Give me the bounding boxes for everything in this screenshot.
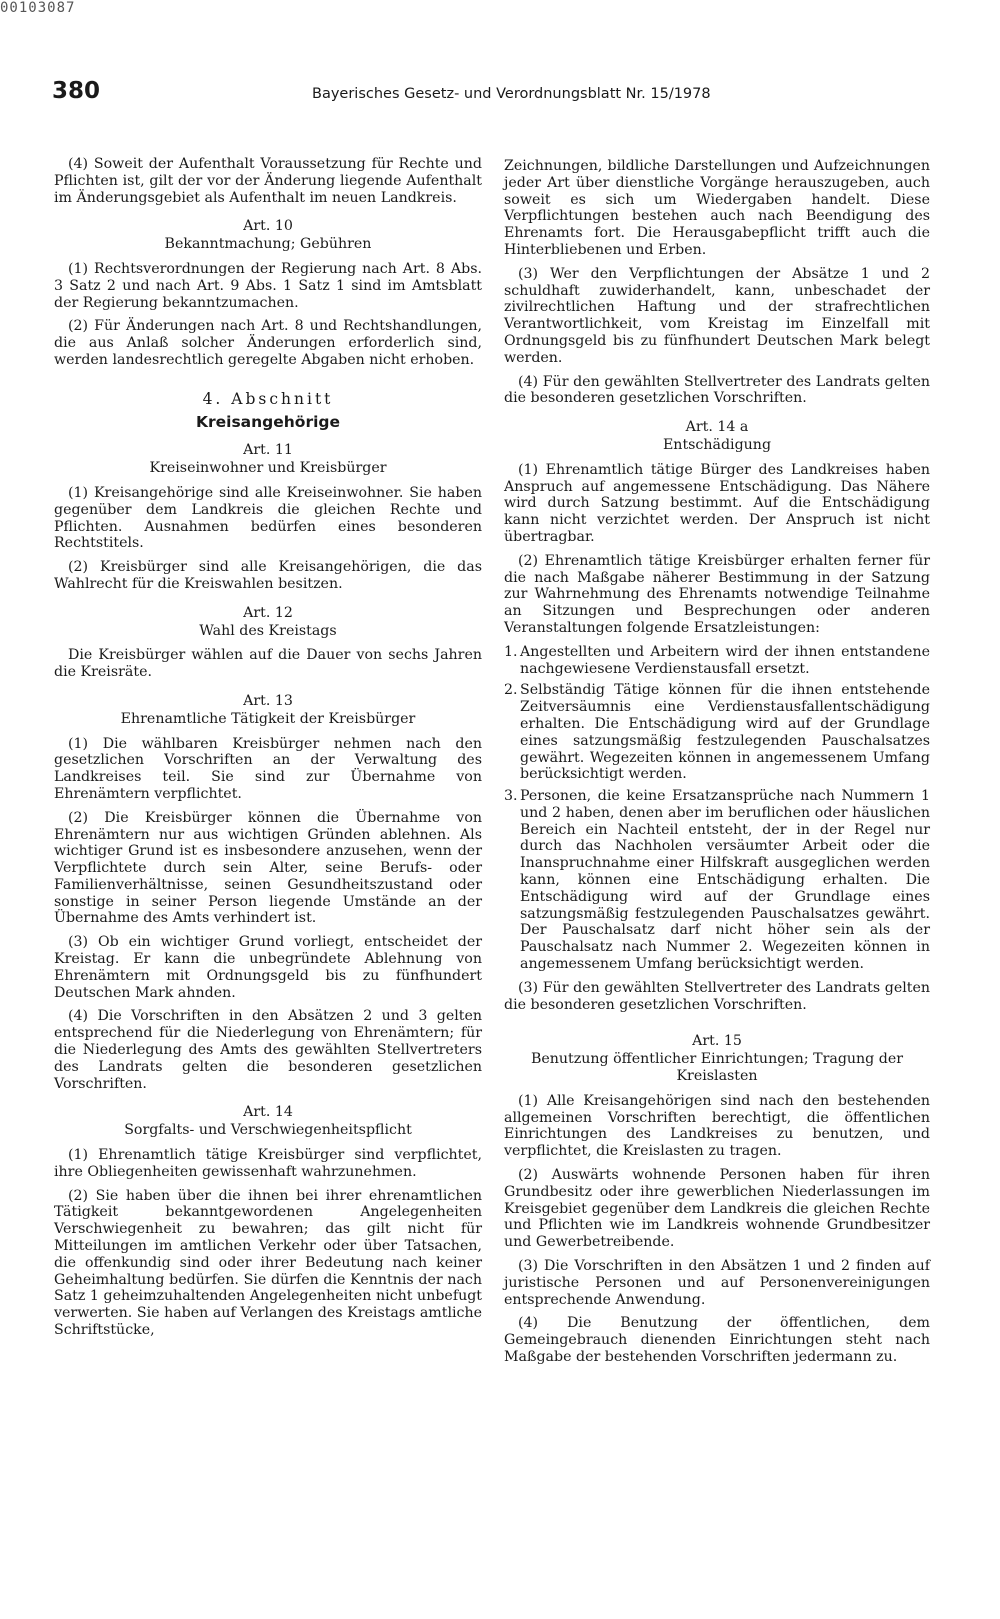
paragraph: (1) Ehrenamtlich tätige Kreisbürger sind verpflichtet, ihre Obliegenheiten gewissenhaft wahrzunehmen. bbox=[54, 1147, 482, 1180]
paragraph: (1) Alle Kreisangehörigen sind nach den bestehenden allgemeinen Vorschriften berechtigt, die öffentlichen Einrichtungen des Landkreises zu benutzen, und verpflichtet, die Kreislasten zu tragen. bbox=[504, 1092, 930, 1160]
list-marker: 2. bbox=[504, 682, 518, 699]
paragraph: (3) Ob ein wichtiger Grund vorliegt, entscheidet der Kreistag. Er kann die unbegründete Ablehnung von Ehrenämtern mit Ordnungsgeld bis zu fünfhundert Deutschen Mark ahnden. bbox=[54, 934, 482, 1001]
list-item-text: Selbständig Tätige können für die ihnen entstehende Zeitversäumnis eine Verdienstausfallentschädigung erhalten. Die Entschädigung wird auf der Grundlage eines satzungsmäßig festzulegenden Pauschalsatzes gewährt. Wegezeiten können in angemessenem Umfang berücksichtigt werden. bbox=[520, 682, 930, 783]
list-item-text: Angestellten und Arbeitern wird der ihnen entstandene nachgewiesene Verdienstausfall ersetzt. bbox=[520, 643, 930, 677]
article-number: Art. 10 bbox=[243, 218, 293, 235]
article-number: Art. 15 bbox=[692, 1033, 742, 1050]
paragraph: Die Kreisbürger wählen auf die Dauer von sechs Jahren die Kreisräte. bbox=[54, 647, 482, 681]
page-header bbox=[52, 78, 932, 112]
article-title: Sorgfalts- und Verschwiegenheitspflicht bbox=[124, 1122, 412, 1139]
article-number: Art. 11 bbox=[243, 442, 293, 459]
list-item bbox=[504, 644, 930, 678]
article-title: Benutzung öffentlicher Einrichtungen; Tragung der Kreislasten bbox=[530, 1051, 904, 1085]
article-title: Wahl des Kreistags bbox=[199, 622, 337, 639]
article-title: Ehrenamtliche Tätigkeit der Kreisbürger bbox=[120, 710, 416, 727]
list-item bbox=[504, 682, 930, 783]
archive-stamp: 00103087 bbox=[0, 0, 76, 16]
paragraph: (1) Die wählbaren Kreisbürger nehmen nach den gesetzlichen Vorschriften an der Verwaltung des Landkreises teil. Sie sind zur Übernahme von Ehrenämtern verpflichtet. bbox=[54, 735, 482, 802]
list-marker: 1. bbox=[504, 643, 518, 660]
paragraph: (1) Ehrenamtlich tätige Bürger des Landkreises haben Anspruch auf angemessene Entschädigung. Das Nähere wird durch Satzung bestimmt. Auf die Entschädigung kann nicht verzichtet werden. Der Anspruch ist nicht übertragbar. bbox=[504, 461, 930, 545]
article-number: Art. 13 bbox=[243, 692, 293, 709]
paragraph: (3) Wer den Verpflichtungen der Absätze 1 und 2 schuldhaft zuwiderhandelt, kann, unbeschadet der zivilrechtlichen Haftung und der strafrechtlichen Verantwortlichkeit, vom Kreistag im Einzelfall mit Ordnungsgeld bis zu fünfhundert Deutschen Mark belegt werden. bbox=[504, 265, 930, 366]
list-marker: 3. bbox=[504, 788, 518, 805]
section-heading: 4. Abschnitt bbox=[202, 389, 334, 408]
paragraph: (4) Die Benutzung der öffentlichen, dem Gemeingebrauch dienenden Einrichtungen steht nach Maßgabe der bestehenden Vorschriften jedermann zu. bbox=[504, 1315, 930, 1365]
paragraph: (4) Die Vorschriften in den Absätzen 2 und 3 gelten entsprechend für die Niederlegung von Ehrenämtern; für die Niederlegung des Amts des gewählten Stellvertreters des Landrats gelten die besonderen gesetzlichen Vorschriften. bbox=[54, 1008, 482, 1092]
article-number: Art. 14 a bbox=[685, 419, 749, 436]
paragraph: (4) Für den gewählten Stellvertreter des Landrats gelten die besonderen gesetzlichen Vorschriften. bbox=[504, 373, 930, 407]
journal-title: Bayerisches Gesetz- und Verordnungsblatt Nr. 15/1978 bbox=[312, 86, 711, 102]
paragraph: (1) Kreisangehörige sind alle Kreiseinwohner. Sie haben gegenüber dem Landkreis die gleichen Rechte und Pflichten. Ausnahmen bedürfen eines besonderen Rechtstitels. bbox=[54, 484, 482, 552]
paragraph: (2) Ehrenamtlich tätige Kreisbürger erhalten ferner für die nach Maßgabe näherer Bestimmung in der Satzung zur Wahrnehmung des Ehrenamts notwendige Teilnahme an Sitzungen und Besprechungen oder anderen Veranstaltungen folgende Ersatzleistungen: bbox=[504, 552, 930, 636]
paragraph: (1) Rechtsverordnungen der Regierung nach Art. 8 Abs. 3 Satz 2 und nach Art. 9 Abs. 1 Satz 1 sind im Amtsblatt der Regierung bekanntzumachen. bbox=[54, 260, 482, 311]
article-title: Kreiseinwohner und Kreisbürger bbox=[149, 460, 387, 477]
paragraph: (4) Soweit der Aufenthalt Voraussetzung für Rechte und Pflichten ist, gilt der vor der Änderung liegende Aufenthalt im Änderungsgebiet als Aufenthalt im neuen Landkreis. bbox=[54, 156, 482, 206]
section-title: Kreisangehörige bbox=[195, 412, 341, 431]
left-column bbox=[54, 156, 482, 1346]
paragraph: (3) Die Vorschriften in den Absätzen 1 und 2 finden auf juristische Personen und auf Personenvereinigungen entsprechende Anwendung. bbox=[504, 1258, 930, 1308]
paragraph: Zeichnungen, bildliche Darstellungen und Aufzeichnungen jeder Art über dienstliche Vorgänge herauszugeben, auch soweit es sich um Wiedergaben handelt. Diese Verpflichtungen bestehen auch nach Beendigung des Ehrenamts fort. Die Herausgabepflicht trifft auch die Hinterbliebenen und Erben. bbox=[504, 158, 930, 258]
right-column bbox=[504, 158, 930, 1373]
article-title: Entschädigung bbox=[662, 436, 772, 453]
paragraph: (2) Für Änderungen nach Art. 8 und Rechtshandlungen, die aus Anlaß solcher Änderungen erforderlich sind, werden landesrechtlich geregelte Abgaben nicht erhoben. bbox=[54, 318, 482, 368]
paragraph: (2) Die Kreisbürger können die Übernahme von Ehrenämtern nur aus wichtigen Gründen ablehnen. Als wichtiger Grund ist es insbesondere anzusehen, wenn der Verpflichtete durch sein Alter, seine Berufs- oder Familienverhältnisse, seinen Gesundheitszustand oder sonstige in seiner Person liegende Umstände an der Übernahme des Amts verhindert ist. bbox=[54, 809, 482, 927]
list-item bbox=[504, 788, 930, 973]
article-number: Art. 14 bbox=[243, 1104, 293, 1121]
paragraph: (2) Kreisbürger sind alle Kreisangehörigen, die das Wahlrecht für die Kreiswahlen besitzen. bbox=[54, 559, 482, 592]
paragraph: (2) Auswärts wohnende Personen haben für ihren Grundbesitz oder ihre gewerblichen Niederlassungen im Kreisgebiet gegenüber dem Landkreis die gleichen Rechte und Pflichten wie im Landkreis wohnende Grundbesitzer und Gewerbetreibende. bbox=[504, 1167, 930, 1251]
paragraph: (3) Für den gewählten Stellvertreter des Landrats gelten die besonderen gesetzlichen Vorschriften. bbox=[504, 979, 930, 1013]
compensation-list bbox=[504, 644, 930, 973]
article-number: Art. 12 bbox=[243, 604, 293, 621]
page-number: 380 bbox=[52, 78, 101, 104]
paragraph: (2) Sie haben über die ihnen bei ihrer ehrenamtlichen Tätigkeit bekanntgewordenen Angelegenheiten Verschwiegenheit zu bewahren; das gilt nicht für Mitteilungen im amtlichen Verkehr oder über Tatsachen, die offenkundig sind oder ihrer Bedeutung nach keiner Geheimhaltung bedürfen. Sie dürfen die Kenntnis der nach Satz 1 geheimzuhaltenden Angelegenheiten nicht unbefugt verwerten. Sie haben auf Verlangen des Kreistags amtliche Schriftstücke, bbox=[54, 1187, 482, 1339]
article-title: Bekanntmachung; Gebühren bbox=[164, 236, 372, 253]
list-item-text: Personen, die keine Ersatzansprüche nach Nummern 1 und 2 haben, denen aber im beruflichen oder häuslichen Bereich ein Nachteil entsteht, der in der Regel nur durch das Nachholen versäumter Arbeit oder die Inanspruchnahme einer Hilfskraft ausgeglichen werden kann, können eine Entschädigung erhalten. Die Entschädigung wird auf der Grundlage eines satzungsmäßig festzulegenden Pauschalsatzes gewährt. Der Pauschalsatz darf nicht höher sein als der Pauschalsatz nach Nummer 2. Wegezeiten können in angemessenem Umfang berücksichtigt werden. bbox=[520, 788, 930, 973]
